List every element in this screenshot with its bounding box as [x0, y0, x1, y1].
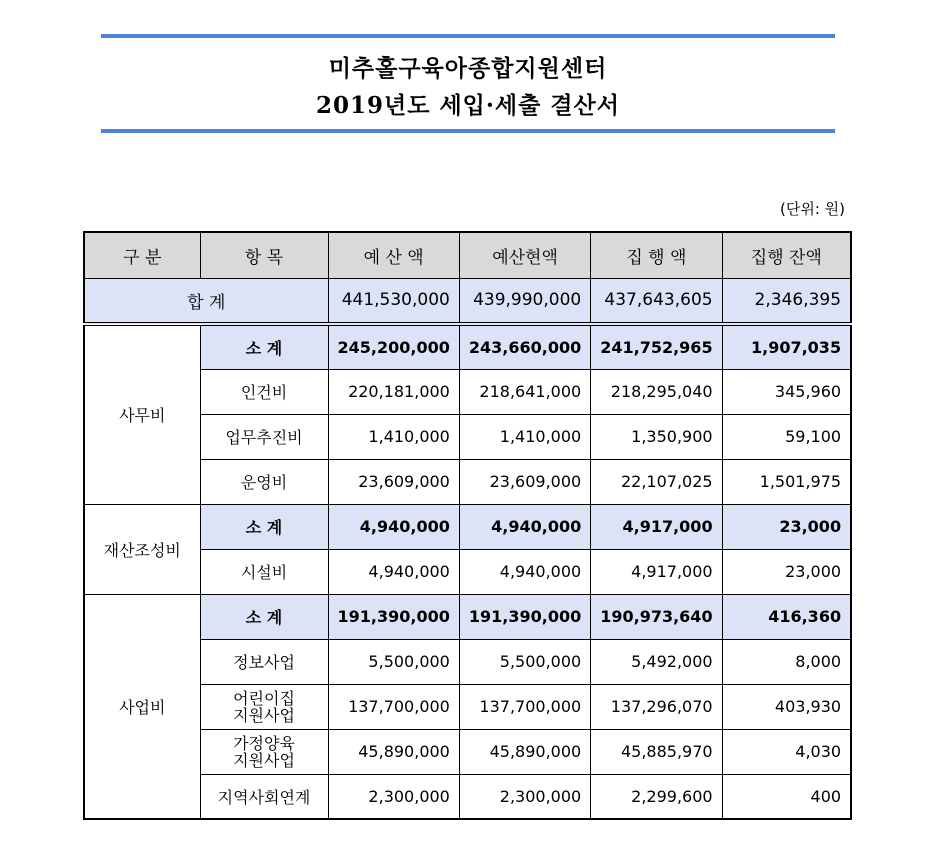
row-balance: 1,907,035: [722, 324, 851, 369]
row-item: 인건비: [200, 369, 328, 414]
row-budget: 23,609,000: [328, 459, 459, 504]
row-balance: 416,360: [722, 594, 851, 639]
row-item: [200, 729, 328, 774]
row-balance: 59,100: [722, 414, 851, 459]
row-executed: 2,299,600: [591, 774, 722, 819]
header-category: 구 분: [84, 232, 200, 278]
row-current-budget: 4,940,000: [459, 504, 590, 549]
row-item: 업무추진비: [200, 414, 328, 459]
table-row: [84, 414, 851, 459]
row-item: 소 계: [200, 504, 328, 549]
row-item: 정보사업: [200, 639, 328, 684]
table-row: [84, 594, 851, 639]
row-executed: 241,752,965: [591, 324, 722, 369]
title-rule-bottom: [101, 129, 835, 133]
header-current-budget: 예산현액: [459, 232, 590, 278]
row-budget: 4,940,000: [328, 549, 459, 594]
table-row: [84, 459, 851, 504]
total-executed: 437,643,605: [591, 278, 722, 324]
row-executed: 45,885,970: [591, 729, 722, 774]
total-row: [84, 278, 851, 324]
row-current-budget: 218,641,000: [459, 369, 590, 414]
table-row: [84, 774, 851, 819]
row-balance: 23,000: [722, 549, 851, 594]
row-current-budget: 23,609,000: [459, 459, 590, 504]
row-executed: 4,917,000: [591, 504, 722, 549]
row-item: 시설비: [200, 549, 328, 594]
doc-title-line2: 2019년도 세입·세출 결산서: [316, 92, 620, 119]
row-current-budget: 2,300,000: [459, 774, 590, 819]
row-executed: 5,492,000: [591, 639, 722, 684]
row-executed: 4,917,000: [591, 549, 722, 594]
total-current-budget: 439,990,000: [459, 278, 590, 324]
header-executed: 집 행 액: [591, 232, 722, 278]
row-budget: 45,890,000: [328, 729, 459, 774]
row-item: 운영비: [200, 459, 328, 504]
row-executed: 218,295,040: [591, 369, 722, 414]
row-item: [200, 684, 328, 729]
row-balance: 8,000: [722, 639, 851, 684]
row-current-budget: 45,890,000: [459, 729, 590, 774]
total-budget: 441,530,000: [328, 278, 459, 324]
row-item: 소 계: [200, 594, 328, 639]
table-row: [84, 324, 851, 369]
row-item-line1: 어린이집: [233, 688, 295, 708]
table-row: [84, 549, 851, 594]
row-current-budget: 191,390,000: [459, 594, 590, 639]
row-item: 소 계: [200, 324, 328, 369]
table-header-row: [84, 232, 851, 278]
row-item: 지역사회연계: [200, 774, 328, 819]
row-budget: 4,940,000: [328, 504, 459, 549]
row-executed: 190,973,640: [591, 594, 722, 639]
row-balance: 403,930: [722, 684, 851, 729]
group-label: 사업비: [84, 594, 200, 819]
row-balance: 345,960: [722, 369, 851, 414]
settlement-table: [83, 231, 852, 820]
row-current-budget: 243,660,000: [459, 324, 590, 369]
table-row: [84, 504, 851, 549]
row-budget: 245,200,000: [328, 324, 459, 369]
header-balance: 집행 잔액: [722, 232, 851, 278]
header-budget: 예 산 액: [328, 232, 459, 278]
row-balance: 400: [722, 774, 851, 819]
row-budget: 5,500,000: [328, 639, 459, 684]
table-row: [84, 729, 851, 774]
row-balance: 1,501,975: [722, 459, 851, 504]
row-budget: 2,300,000: [328, 774, 459, 819]
row-executed: 137,296,070: [591, 684, 722, 729]
doc-title-line1: 미추홀구육아종합지원센터: [328, 55, 608, 82]
row-executed: 1,350,900: [591, 414, 722, 459]
row-current-budget: 5,500,000: [459, 639, 590, 684]
table-row: [84, 684, 851, 729]
row-budget: 220,181,000: [328, 369, 459, 414]
unit-note: (단위: 원): [780, 200, 845, 218]
total-label: 합 계: [84, 278, 328, 324]
row-item-line1: 가정양육: [233, 733, 295, 753]
row-executed: 22,107,025: [591, 459, 722, 504]
row-balance: 23,000: [722, 504, 851, 549]
group-label: 재산조성비: [84, 504, 200, 594]
row-item-line2: 지원사업: [233, 750, 295, 770]
row-budget: 191,390,000: [328, 594, 459, 639]
row-item-line2: 지원사업: [233, 705, 295, 725]
row-current-budget: 1,410,000: [459, 414, 590, 459]
row-current-budget: 137,700,000: [459, 684, 590, 729]
row-budget: 137,700,000: [328, 684, 459, 729]
table-row: [84, 369, 851, 414]
row-current-budget: 4,940,000: [459, 549, 590, 594]
table-row: [84, 639, 851, 684]
title-rule-top: [101, 34, 835, 38]
row-budget: 1,410,000: [328, 414, 459, 459]
header-item: 항 목: [200, 232, 328, 278]
group-label: 사무비: [84, 324, 200, 504]
total-balance: 2,346,395: [722, 278, 851, 324]
row-balance: 4,030: [722, 729, 851, 774]
